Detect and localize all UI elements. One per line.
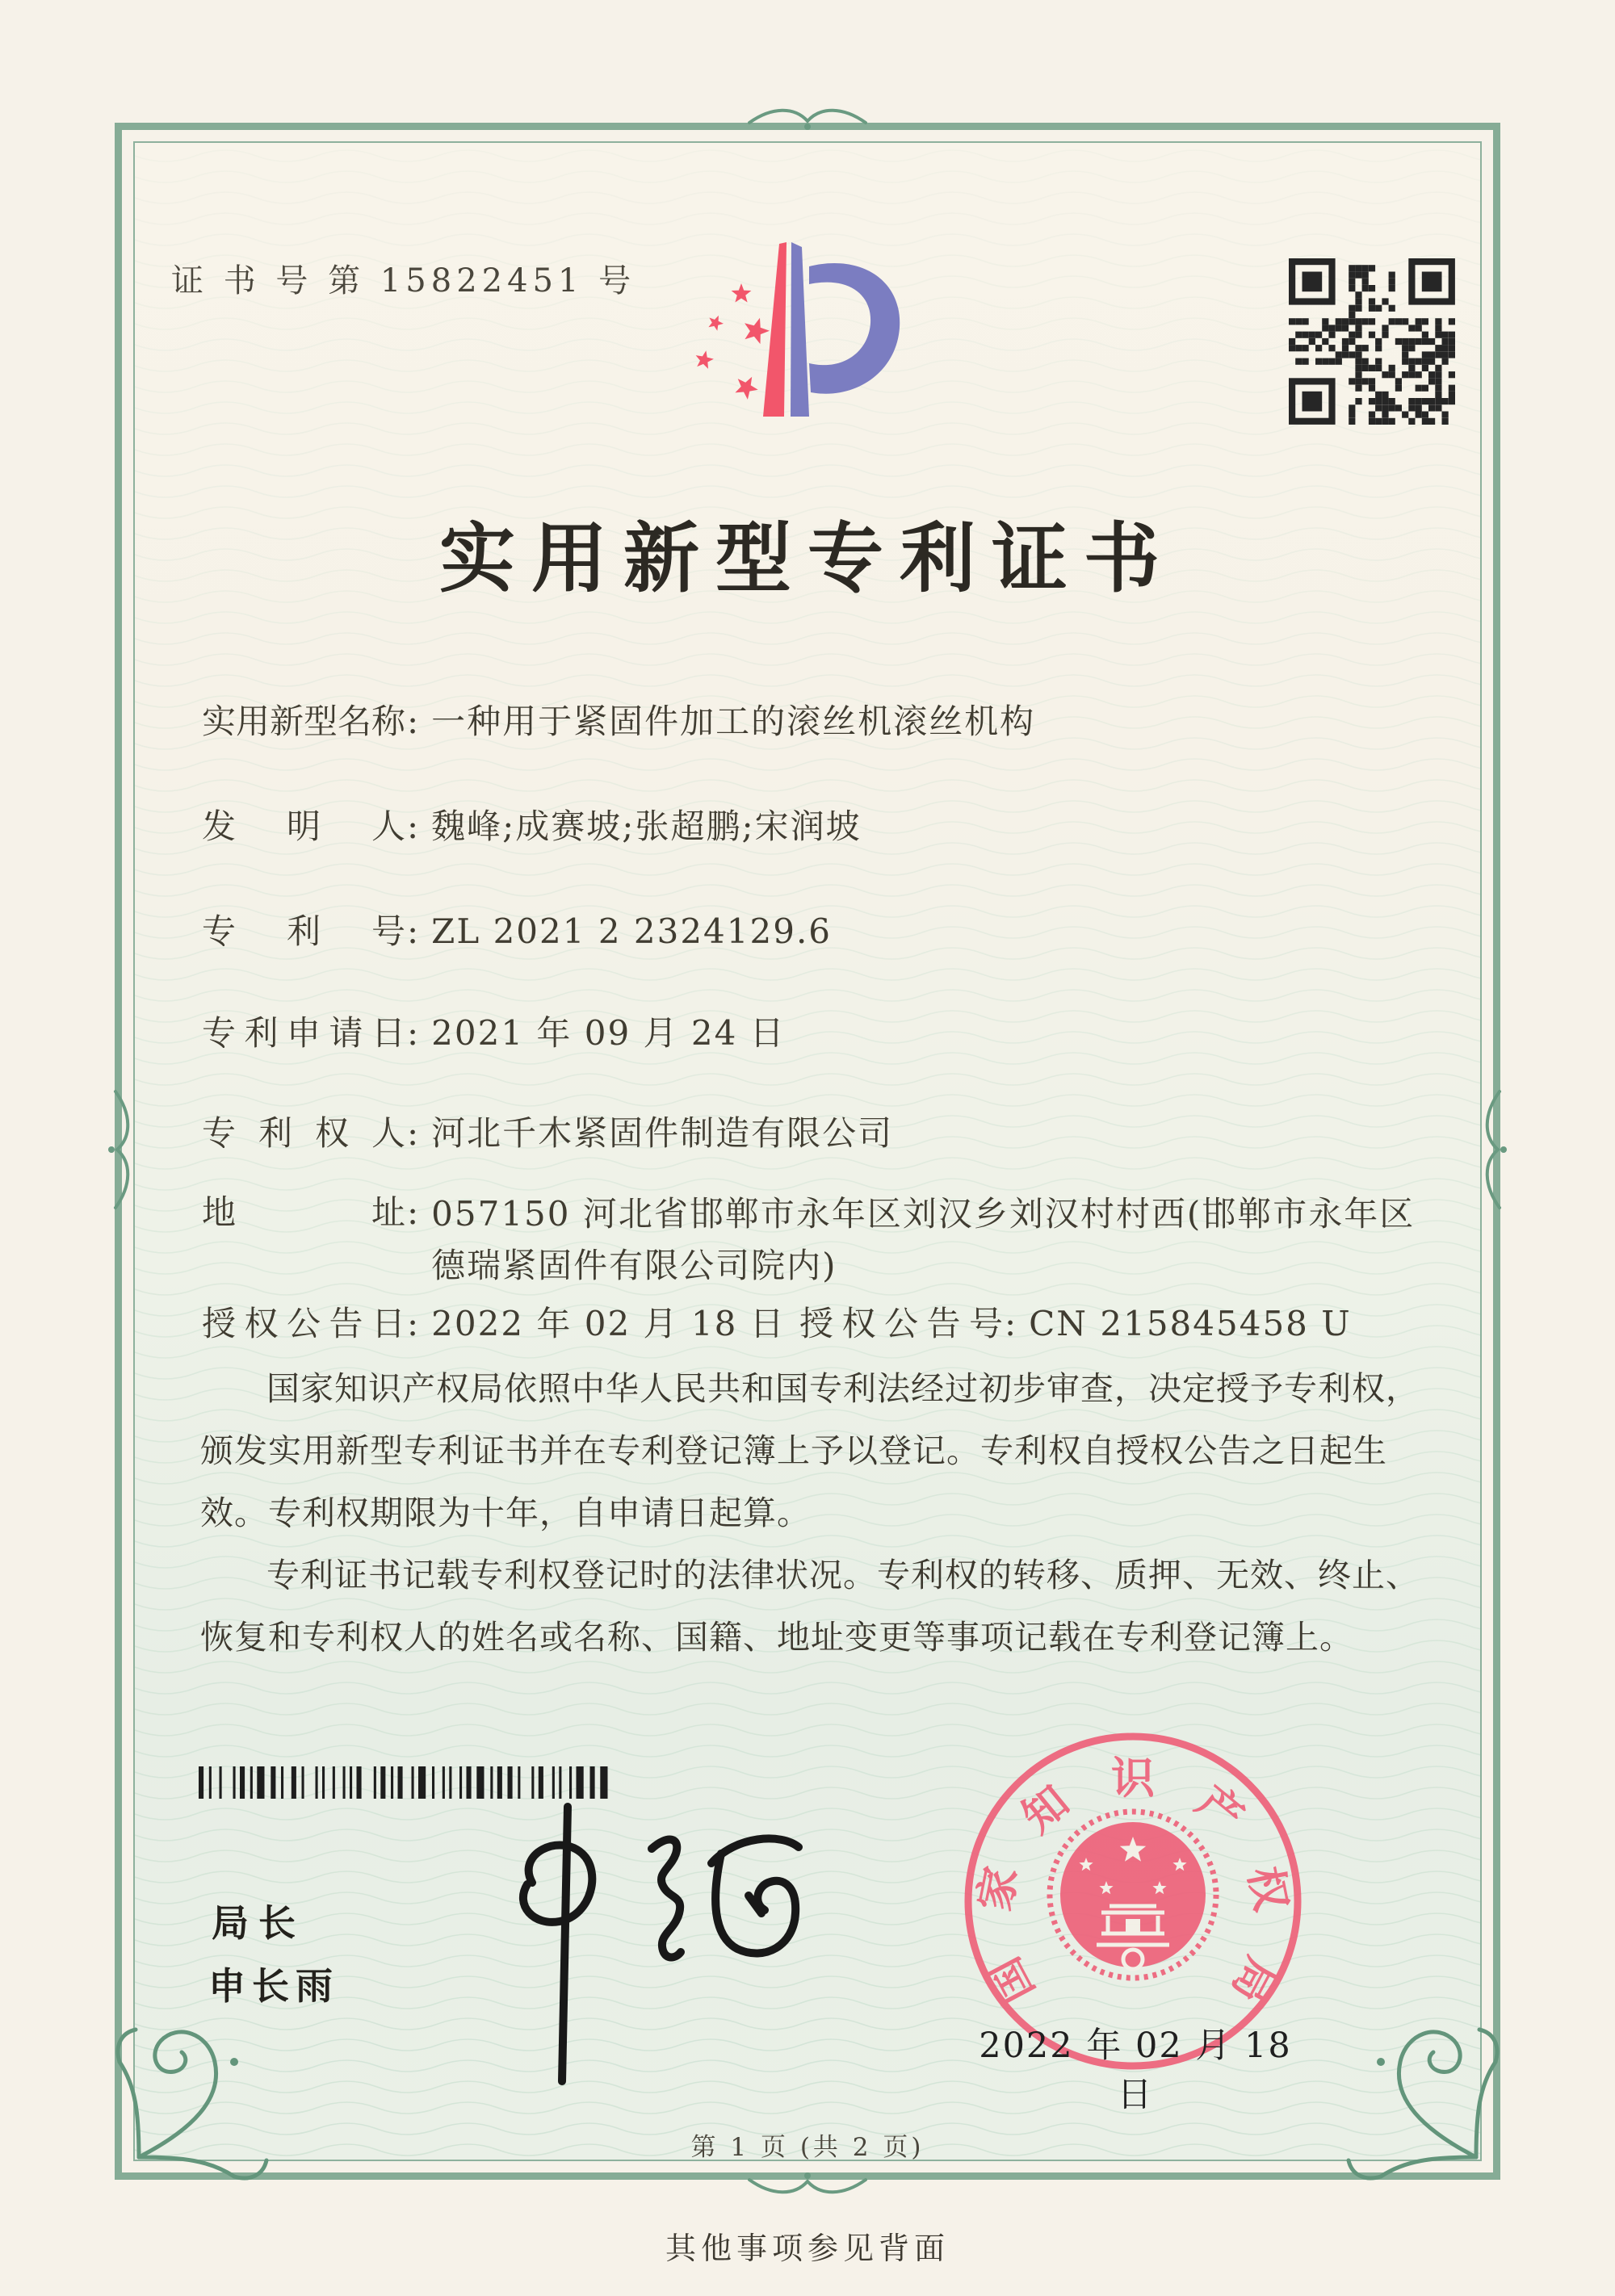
field-colon: : [1005,1304,1017,1343]
legal-text [200,1358,1431,1669]
field-value: 魏峰;成赛坡;张超鹏;宋润坡 [431,807,862,846]
field-row-grant [202,1300,1445,1348]
logo-stars-icon [696,283,770,400]
field-value: ZL 2021 2 2324129.6 [431,911,833,951]
field-value: 2021 年 09 月 24 日 [431,1013,786,1053]
svg-text:识: 识 [1111,1752,1155,1804]
field-row-patent-no [202,907,1445,956]
field-row-name [202,698,1445,746]
grant-number: CN 215845458 U [1029,1304,1352,1343]
cnipa-logo-icon [688,233,935,431]
svg-text:局: 局 [1222,1949,1288,2013]
svg-text:家: 家 [967,1862,1028,1916]
legal-paragraph-1: 国家知识产权局依照中华人民共和国专利法经过初步审查，决定授予专利权，颁发实用新型专利证书并在专利登记簿上予以登记。专利权自授权公告之日起生效。专利权期限为十年，自申请日起算。 [200,1369,1420,1532]
field-colon: : [407,911,419,951]
svg-text:知: 知 [1012,1774,1079,1843]
field-value: 一种用于紧固件加工的滚丝机滚丝机构 [431,702,1036,741]
field-colon: : [407,1304,419,1343]
svg-text:权: 权 [1238,1862,1298,1916]
svg-text:产: 产 [1187,1774,1254,1843]
field-label: 实用新型名称 [202,702,406,741]
certificate-title: 实用新型专利证书 [438,514,1176,603]
grant-date: 2022 年 02 月 18 日 [431,1304,786,1343]
field-colon: : [407,1013,419,1053]
national-emblem-icon [1050,1812,1216,1978]
field-value: 057150 河北省邯郸市永年区刘汉乡刘汉村村西(邯郸市永年区德瑞紧固件有限公司院内) [431,1194,1416,1285]
logo-red-wedge [763,242,787,417]
handwritten-signature [464,1786,820,2093]
back-side-note: 其他事项参见背面 [665,2231,950,2266]
legal-paragraph-2: 专利证书记载专利权登记时的法律状况。专利权的转移、质押、无效、终止、恢复和专利权人的姓名或名称、国籍、地址变更等事项记载在专利登记簿上。 [200,1556,1420,1657]
field-colon: : [407,702,419,741]
field-label: 专利号 [202,911,405,951]
field-colon: : [407,1113,419,1153]
field-row-filing-date [202,1009,1445,1058]
field-label: 专利申请日 [202,1013,405,1053]
seal-date: 2022 年 02 月 18 日 [979,2026,1292,2115]
svg-text:国: 国 [978,1949,1044,2013]
field-row-inventors [202,802,1445,851]
field-label: 授权公告号 [799,1304,1003,1343]
commissioner-name: 申长雨 [208,1964,339,2008]
page-indicator: 第 1 页 (共 2 页) [690,2133,925,2162]
logo-blue-stem [791,242,809,417]
field-label: 发明人 [202,807,405,846]
field-colon: : [407,807,419,846]
field-label: 地址 [202,1192,405,1232]
commissioner-title: 局长 [212,1901,305,1945]
field-label: 授权公告日 [202,1304,405,1343]
field-row-patentee [202,1109,1445,1158]
field-label: 专利权人 [202,1113,405,1153]
field-value: 河北千木紧固件制造有限公司 [431,1113,894,1153]
field-colon: : [407,1192,419,1232]
grant-number-pair [799,1300,1352,1348]
field-row-address [202,1188,1445,1292]
logo-blue-bowl [809,263,900,394]
certificate-number: 证 书 号 第 15822451 号 [171,262,636,300]
qr-code-icon [1289,258,1455,425]
